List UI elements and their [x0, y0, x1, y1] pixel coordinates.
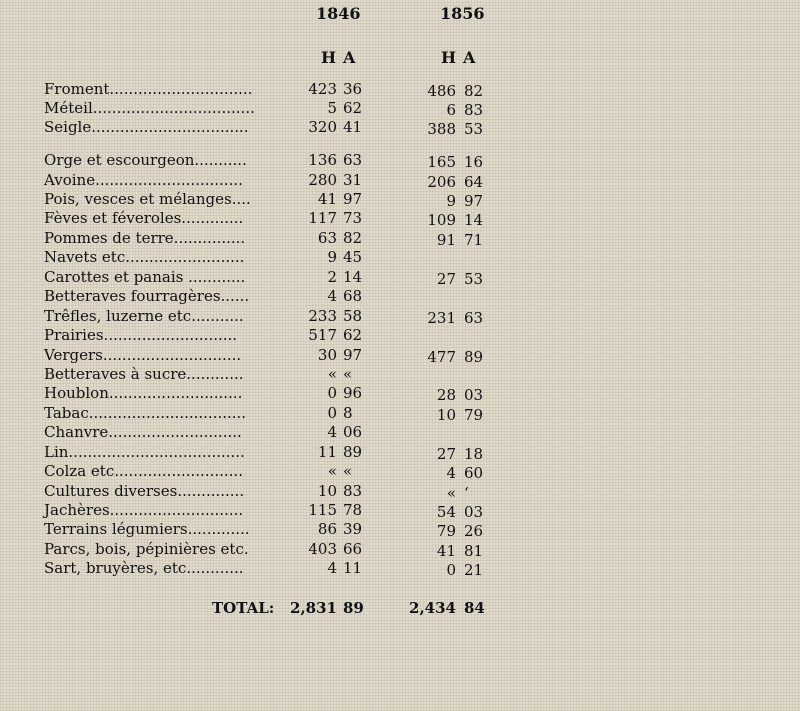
table-row	[0, 99, 800, 118]
ares-1846: 06	[343, 423, 363, 441]
ares-1846: 31	[343, 171, 363, 189]
hectares-1846: 280	[308, 171, 337, 189]
ares-1856: 60	[464, 464, 484, 482]
ares-1846: 89	[343, 443, 363, 461]
table-row	[0, 248, 800, 267]
table-row	[0, 365, 800, 384]
hectares-1846: «	[327, 462, 337, 480]
hectares-1856: 28	[436, 386, 456, 404]
crop-label: Colza etc...........................	[44, 462, 243, 480]
hectares-1856: 206	[427, 173, 456, 191]
ares-1856: 53	[464, 270, 484, 288]
hectares-1856: 6	[446, 101, 456, 119]
crop-label: Houblon............................	[44, 384, 243, 402]
hectares-1856: 27	[436, 270, 456, 288]
ares-1856: 16	[464, 153, 484, 171]
crop-label: Orge et escourgeon...........	[44, 151, 247, 169]
crop-label: Terrains légumiers.............	[44, 520, 250, 538]
table-row	[0, 482, 800, 501]
table-row	[0, 326, 800, 345]
ares-1846: 82	[343, 229, 363, 247]
crop-label: Betteraves fourragères......	[44, 287, 250, 305]
ares-1846: 45	[343, 248, 363, 266]
ares-1846: 62	[343, 99, 363, 117]
table-row	[0, 80, 800, 99]
col-h-1856: H	[441, 48, 457, 67]
crop-label: Trêfles, luzerne etc...........	[44, 307, 244, 325]
hectares-1856: 0	[446, 561, 456, 579]
crop-label: Carottes et panais ............	[44, 268, 246, 286]
hectares-1846: 136	[308, 151, 337, 169]
hectares-1846: 115	[308, 501, 337, 519]
hectares-1846: 2	[327, 268, 337, 286]
ares-1846: 78	[343, 501, 363, 519]
hectares-1846: 10	[317, 482, 337, 500]
hectares-1856: 10	[436, 406, 456, 424]
ares-1856: 03	[464, 503, 484, 521]
crop-label: Navets etc.........................	[44, 248, 245, 266]
ares-1856: 26	[464, 522, 484, 540]
hectares-1856: 54	[436, 503, 456, 521]
ares-1856: 81	[464, 542, 484, 560]
ares-1856: 97	[464, 192, 484, 210]
hectares-1856: 9	[446, 192, 456, 210]
ares-1856: 71	[464, 231, 484, 249]
ares-1856: 53	[464, 120, 484, 138]
table-row	[0, 423, 800, 442]
ares-1846: 96	[343, 384, 363, 402]
table-row	[0, 540, 800, 559]
ares-1856: 14	[464, 211, 484, 229]
hectares-1846: 4	[327, 559, 337, 577]
hectares-1856: 477	[427, 348, 456, 366]
total-a-1846: 89	[343, 599, 364, 617]
total-a-1856: 84	[464, 599, 485, 617]
table-row	[0, 501, 800, 520]
hectares-1846: 0	[327, 384, 337, 402]
hectares-1856: 388	[427, 120, 456, 138]
total-h-1846: 2,831	[290, 599, 337, 617]
ares-1846: 14	[343, 268, 363, 286]
crop-label: Froment..............................	[44, 80, 253, 98]
crop-label: Sart, bruyères, etc............	[44, 559, 244, 577]
hectares-1856: 165	[427, 153, 456, 171]
hectares-1846: 0	[327, 404, 337, 422]
crop-label: Avoine...............................	[44, 171, 243, 189]
crop-label: Fèves et féveroles.............	[44, 209, 244, 227]
crop-label: Pommes de terre...............	[44, 229, 246, 247]
ares-1846: 39	[343, 520, 363, 538]
hectares-1846: 30	[317, 346, 337, 364]
hectares-1856: 91	[436, 231, 456, 249]
table-row	[0, 287, 800, 306]
table-row	[0, 268, 800, 287]
hectares-1846: 63	[317, 229, 337, 247]
crop-label: Seigle.................................	[44, 118, 249, 136]
hectares-1846: 403	[308, 540, 337, 558]
crop-label: Jachères............................	[44, 501, 244, 519]
hectares-1846: 117	[308, 209, 337, 227]
ares-1846: 68	[343, 287, 363, 305]
ares-1856: 89	[464, 348, 484, 366]
ares-1856: 83	[464, 101, 484, 119]
ares-1846: 97	[343, 190, 363, 208]
hectares-1846: 11	[317, 443, 337, 461]
hectares-1856: 486	[427, 82, 456, 100]
hectares-1856: 41	[436, 542, 456, 560]
hectares-1846: «	[327, 365, 337, 383]
ares-1846: 58	[343, 307, 363, 325]
ares-1856: ‘	[464, 484, 469, 502]
hectares-1856: «	[446, 484, 456, 502]
ares-1846: 66	[343, 540, 363, 558]
table-row	[0, 404, 800, 423]
hectares-1846: 86	[317, 520, 337, 538]
hectares-1856: 79	[436, 522, 456, 540]
hectares-1856: 4	[446, 464, 456, 482]
ares-1846: 8	[343, 404, 353, 422]
crop-label: Vergers.............................	[44, 346, 242, 364]
hectares-1846: 9	[327, 248, 337, 266]
crop-label: Chanvre............................	[44, 423, 242, 441]
table-row	[0, 346, 800, 365]
ares-1856: 03	[464, 386, 484, 404]
ares-1856: 21	[464, 561, 484, 579]
crop-label: Parcs, bois, pépinières etc.	[44, 540, 249, 558]
ares-1846: 63	[343, 151, 363, 169]
hectares-1846: 423	[308, 80, 337, 98]
hectares-1846: 233	[308, 307, 337, 325]
year-1856-header: 1856	[440, 4, 485, 23]
hectares-1846: 4	[327, 287, 337, 305]
total-h-1856: 2,434	[409, 599, 456, 617]
ares-1846: 73	[343, 209, 363, 227]
ares-1846: «	[343, 365, 353, 383]
col-h-1846: H	[321, 48, 337, 67]
hectares-1846: 41	[317, 190, 337, 208]
hectares-1856: 27	[436, 445, 456, 463]
ares-1846: 36	[343, 80, 363, 98]
hectares-1846: 517	[308, 326, 337, 344]
table-row	[0, 209, 800, 228]
crop-label: Pois, vesces et mélanges....	[44, 190, 251, 208]
crop-label: Prairies............................	[44, 326, 238, 344]
table-row	[0, 384, 800, 403]
ares-1846: 41	[343, 118, 363, 136]
ares-1846: «	[343, 462, 353, 480]
hectares-1856: 231	[427, 309, 456, 327]
ares-1856: 64	[464, 173, 484, 191]
hectares-1846: 320	[308, 118, 337, 136]
ares-1856: 63	[464, 309, 484, 327]
ares-1856: 18	[464, 445, 484, 463]
hectares-1856: 109	[427, 211, 456, 229]
col-a-1846: A	[343, 48, 356, 67]
ares-1856: 79	[464, 406, 484, 424]
table-row	[0, 229, 800, 248]
crop-label: Lin.....................................	[44, 443, 245, 461]
total-row	[0, 597, 800, 619]
table-row	[0, 190, 800, 209]
ares-1846: 11	[343, 559, 363, 577]
ares-1856: 82	[464, 82, 484, 100]
crop-label: Tabac.................................	[44, 404, 247, 422]
hectares-1846: 4	[327, 423, 337, 441]
crop-label: Cultures diverses..............	[44, 482, 245, 500]
year-1846-header: 1846	[316, 4, 361, 23]
table-row	[0, 307, 800, 326]
table-row	[0, 151, 800, 170]
table-row	[0, 462, 800, 481]
ares-1846: 62	[343, 326, 363, 344]
hectares-1846: 5	[327, 99, 337, 117]
table-row	[0, 118, 800, 137]
crop-label: Betteraves à sucre............	[44, 365, 244, 383]
table-row	[0, 443, 800, 462]
ares-1846: 83	[343, 482, 363, 500]
table-row	[0, 520, 800, 539]
col-a-1856: A	[463, 48, 476, 67]
total-label: TOTAL:	[212, 599, 275, 617]
table-row	[0, 171, 800, 190]
crop-label: Méteil..................................	[44, 99, 255, 117]
table-row	[0, 559, 800, 578]
ares-1846: 97	[343, 346, 363, 364]
